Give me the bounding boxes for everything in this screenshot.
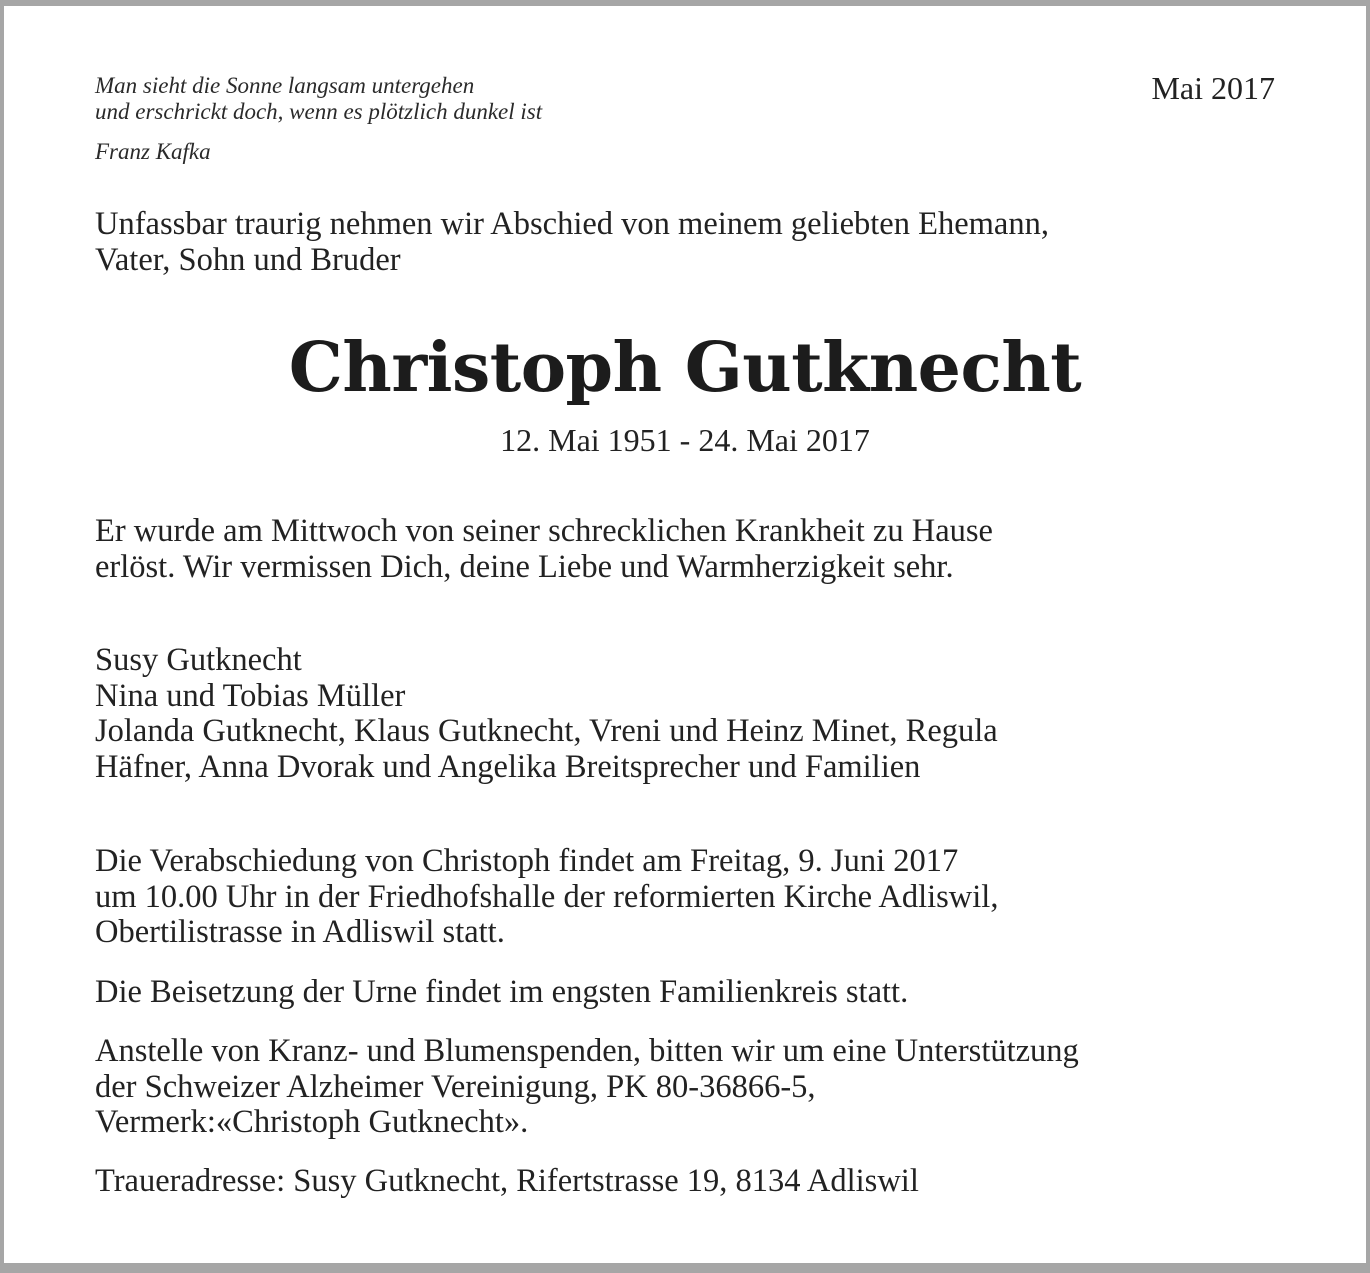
farewell-line-2: um 10.00 Uhr in der Friedhofshalle der reformierten Kirche Adliswil, xyxy=(95,878,999,915)
donation-line-1: Anstelle von Kranz- und Blumenspenden, bitten wir um eine Unterstützung xyxy=(95,1033,1079,1069)
deceased-name: Christoph Gutknecht xyxy=(288,328,1082,408)
farewell-line-3: Obertilistrasse in Adliswil statt. xyxy=(95,914,505,950)
quote-line-2: und erschrickt doch, wenn es plötzlich dunkel ist xyxy=(95,99,543,124)
message-line-1: Er wurde am Mittwoch von seiner schrecklichen Krankheit zu Hause xyxy=(95,513,993,549)
farewell-paragraph xyxy=(95,844,998,951)
quote-author: Franz Kafka xyxy=(95,139,211,164)
donation-paragraph xyxy=(95,1034,1079,1141)
donation-line-3: Vermerk:«Christoph Gutknecht». xyxy=(95,1104,529,1140)
mourner-line-2: Nina und Tobias Müller xyxy=(95,677,406,714)
donation-line-2: der Schweizer Alzheimer Vereinigung, PK 80-36866-5, xyxy=(95,1068,816,1105)
publication-date: Mai 2017 xyxy=(1151,70,1275,106)
intro-line-1: Unfassbar traurig nehmen wir Abschied von meinem geliebten Ehemann, xyxy=(95,206,1049,242)
message-line-2: erlöst. Wir vermissen Dich, deine Liebe und Warmherzigkeit sehr. xyxy=(95,548,954,585)
quote-line-1: Man sieht die Sonne langsam untergehen xyxy=(95,73,475,98)
mourner-line-4: Häfner, Anna Dvorak und Angelika Breitsprecher und Familien xyxy=(95,748,921,785)
mourner-line-3: Jolanda Gutknecht, Klaus Gutknecht, Vreni und Heinz Minet, Regula xyxy=(95,713,998,749)
intro-line-2: Vater, Sohn und Bruder xyxy=(95,242,401,278)
mourner-line-1: Susy Gutknecht xyxy=(95,642,302,678)
message-paragraph xyxy=(95,514,1275,585)
life-dates: 12. Mai 1951 - 24. Mai 2017 xyxy=(500,422,870,458)
farewell-line-1: Die Verabschiedung von Christoph findet am Freitag, 9. Juni 2017 xyxy=(95,843,959,879)
mourning-address: Traueradresse: Susy Gutknecht, Rifertstrasse 19, 8134 Adliswil xyxy=(95,1163,919,1199)
burial-paragraph: Die Beisetzung der Urne findet im engsten Familienkreis statt. xyxy=(95,974,909,1010)
mourners-list xyxy=(95,643,998,785)
